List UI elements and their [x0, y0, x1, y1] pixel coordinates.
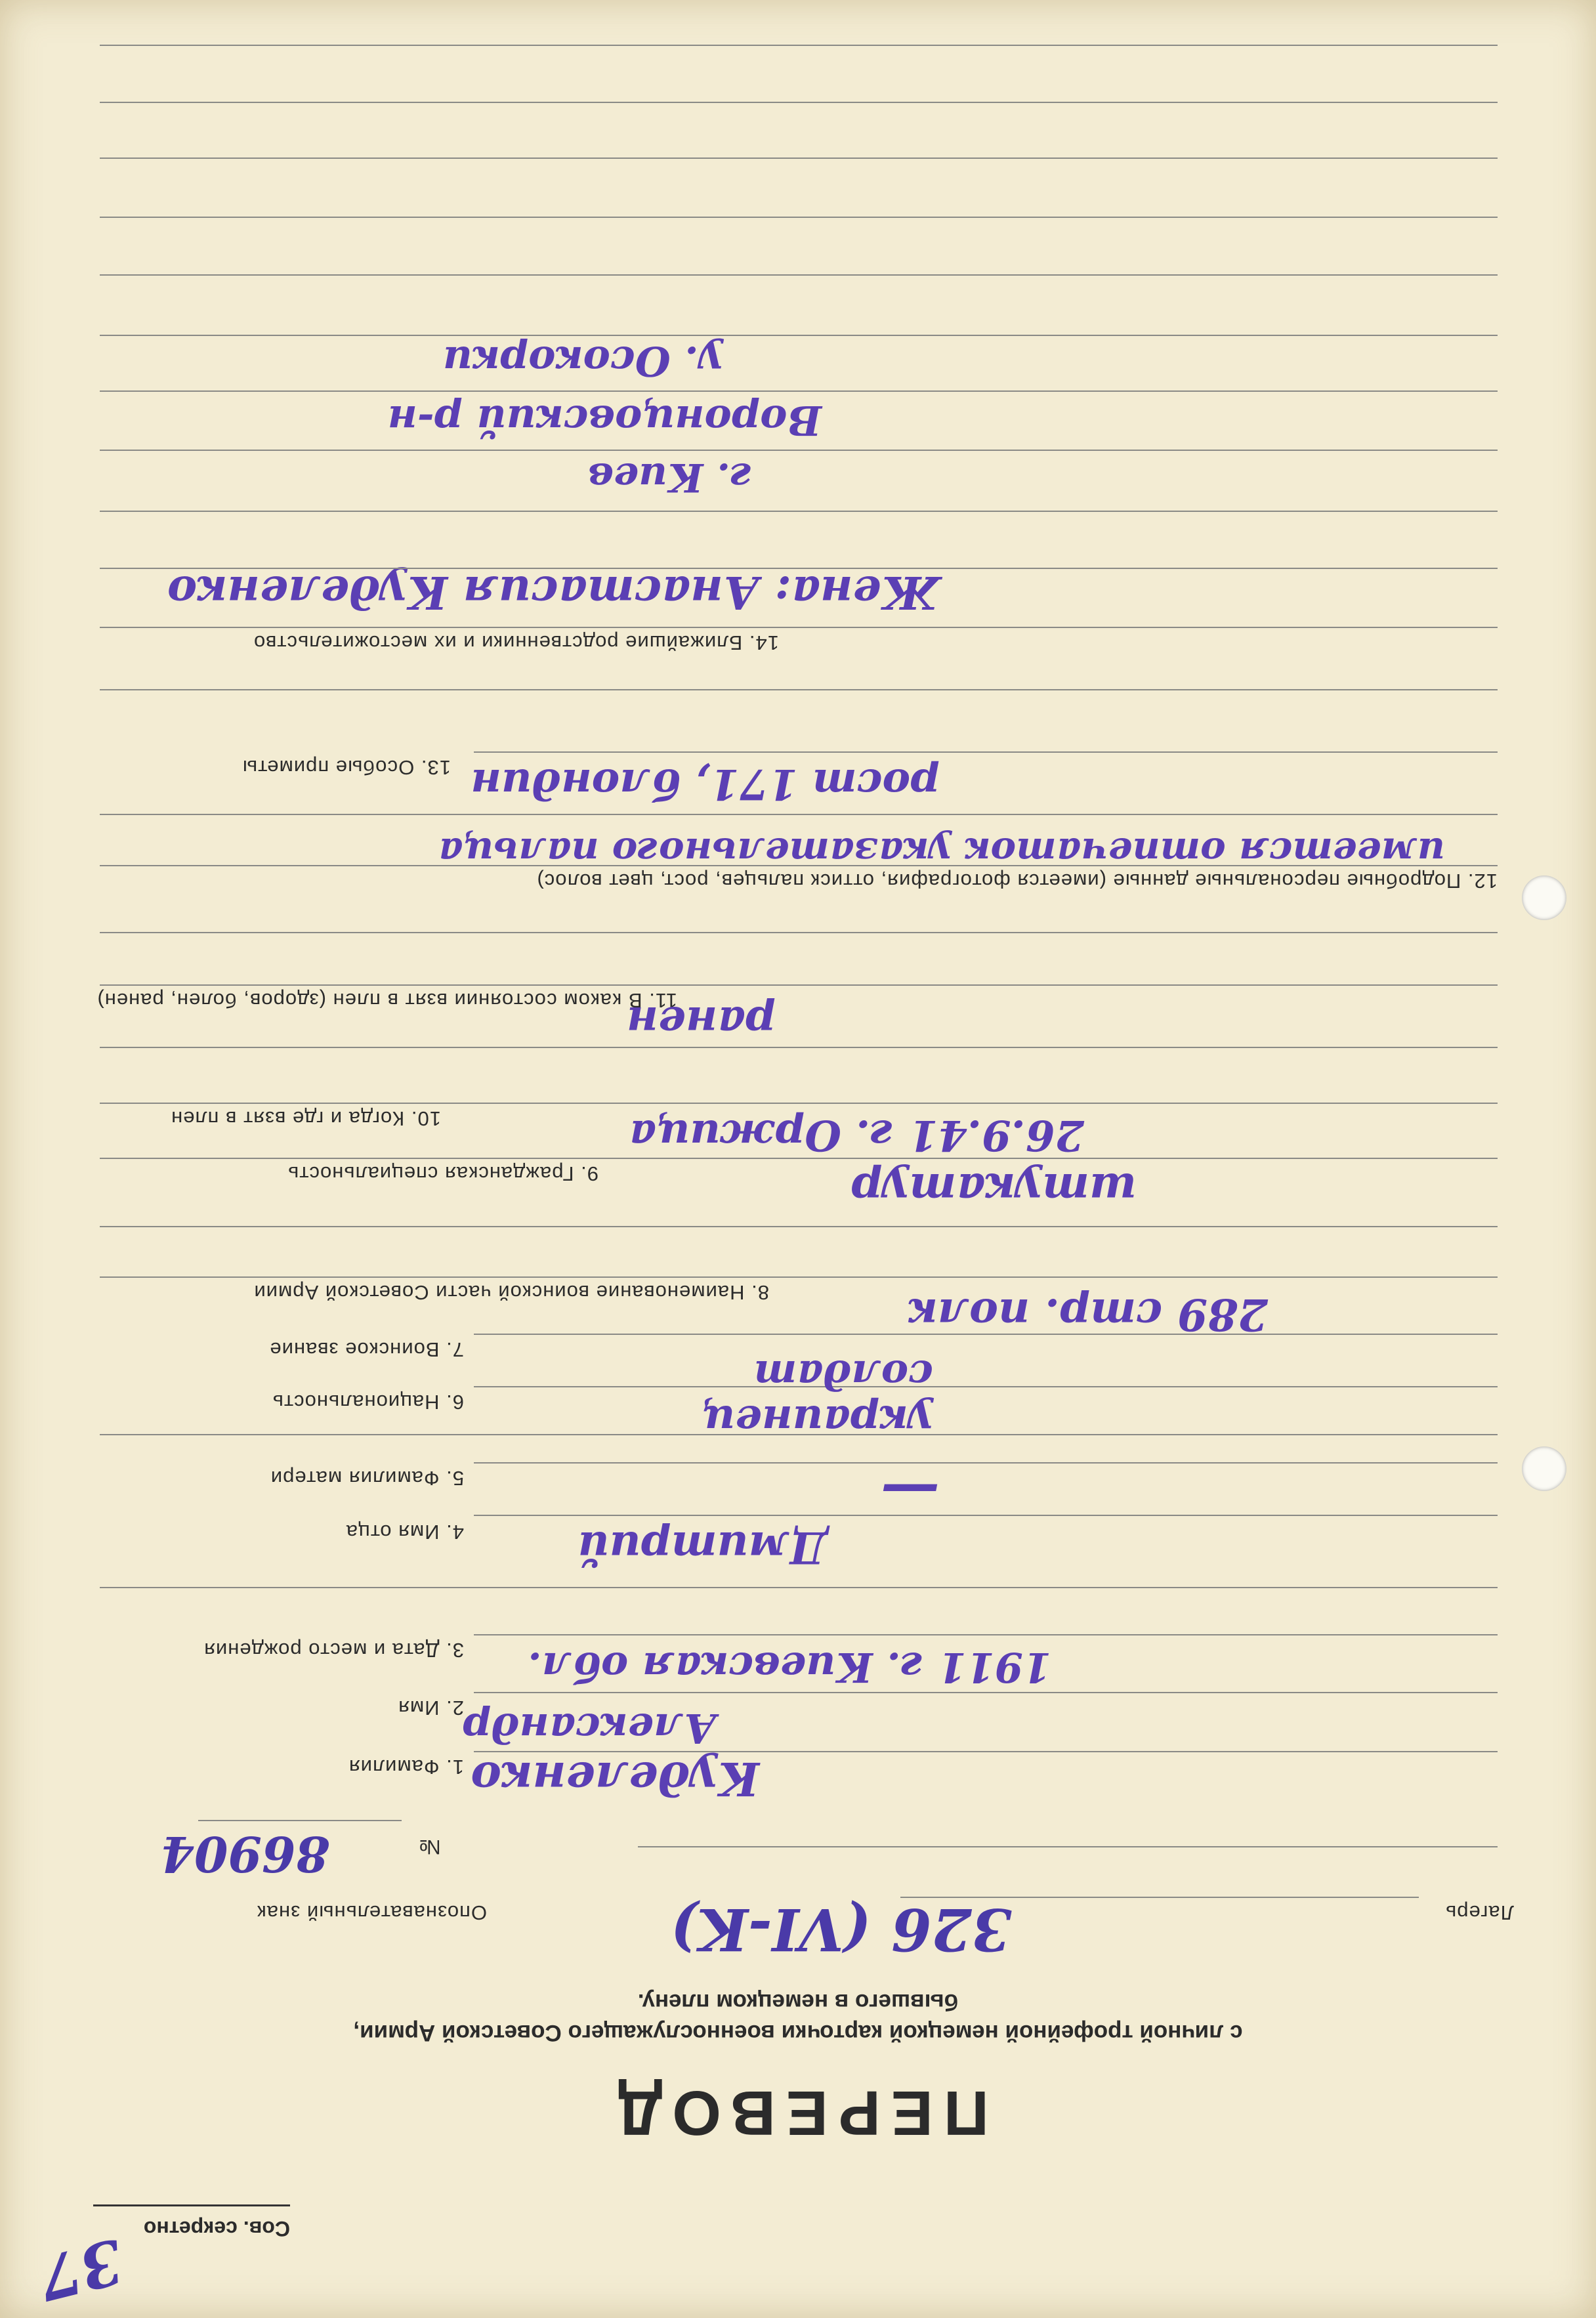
- field-4-line: [474, 1515, 1498, 1516]
- document-title: ПЕРЕВОД: [607, 2078, 989, 2148]
- id-number-line: [198, 1820, 402, 1821]
- relatives-rule-10: [100, 45, 1498, 46]
- classification-underline: [93, 2204, 290, 2206]
- field-4-label: 4. Имя отца: [345, 1521, 464, 1544]
- field-8-value: 289 стр. полк: [908, 1289, 1268, 1340]
- blank-line-g: [100, 689, 1498, 690]
- field-14-label: 14. Ближайшие родственники и их местожительство: [253, 631, 779, 654]
- camp-line: [900, 1897, 1419, 1898]
- field-6-value: украинец: [701, 1396, 933, 1445]
- field-6-label: 6. Национальность: [272, 1391, 464, 1414]
- camp-value: 326 (VI-K): [670, 1895, 1012, 1964]
- punch-hole-lower: [1522, 875, 1566, 920]
- field-8-line: [100, 1276, 1498, 1278]
- classification-label: Сов. секретно: [143, 2217, 290, 2241]
- blank-line-c: [100, 1226, 1498, 1227]
- relatives-line-3: Воронцовский р-н: [387, 396, 822, 444]
- field-3-value: 1911 г. Киевская обл.: [528, 1643, 1051, 1691]
- field-13-label: 13. Особые приметы: [242, 756, 451, 779]
- archive-page-number: 37: [31, 2225, 131, 2314]
- field-12-line: [100, 865, 1498, 866]
- field-13-line: [474, 751, 1498, 753]
- field-11-label: 11. В каком состоянии взят в плен (здоров, болен, ранен): [96, 989, 677, 1012]
- relatives-line-1: Жена: Анастасия Куделенко: [167, 566, 940, 618]
- field-9-value: штукатур: [851, 1163, 1137, 1215]
- relatives-rule-4: [100, 390, 1498, 392]
- field-14-line: [100, 627, 1498, 628]
- relatives-rule-5: [100, 335, 1498, 336]
- field-2-value: Александр: [463, 1704, 717, 1752]
- relatives-rule-8: [100, 158, 1498, 159]
- relatives-line-4: у. Осокорки: [442, 337, 723, 385]
- blank-line-a: [100, 1587, 1498, 1588]
- relatives-rule-1: [100, 568, 1498, 569]
- relatives-rule-6: [100, 274, 1498, 276]
- document-subtitle-line1: с личной трофейной немецкой карточки военнослужащего Советской Армии,: [353, 2020, 1243, 2046]
- field-8-label: 8. Наименование воинской части Советской Армии: [253, 1281, 769, 1304]
- relatives-line-2: г. Киев: [587, 454, 753, 500]
- relatives-rule-2: [100, 511, 1498, 512]
- field-4-value: Дмитрий: [578, 1522, 828, 1573]
- camp-label: Лагерь: [1445, 1901, 1514, 1924]
- blank-line-f: [100, 814, 1498, 815]
- document-subtitle-line2: бывшего в немецком плену.: [637, 1989, 959, 2015]
- relatives-rule-3: [100, 450, 1498, 451]
- field-5-line: [474, 1462, 1498, 1464]
- field-3-line: [474, 1634, 1498, 1635]
- id-number-value: 86904: [160, 1825, 329, 1882]
- id-number-label: №: [418, 1836, 441, 1859]
- field-5-label: 5. Фамилия матери: [270, 1467, 464, 1490]
- field-3-label: 3. Дата и место рождения: [203, 1639, 464, 1662]
- field-6-line: [474, 1386, 1498, 1387]
- field-2-line: [474, 1692, 1498, 1693]
- field-2-label: 2. Имя: [398, 1696, 464, 1719]
- field-1-value: Куделенко: [471, 1752, 759, 1806]
- relatives-rule-7: [100, 217, 1498, 218]
- field-11-value: ранен: [626, 997, 776, 1048]
- field-13-value: рост 171, блондин: [471, 759, 940, 809]
- field-10-line: [100, 1103, 1498, 1104]
- id-mark-label: Опознавательный знак: [257, 1901, 487, 1924]
- field-7-label: 7. Воинское звание: [269, 1338, 464, 1361]
- field-9-label: 9. Гражданская специальность: [287, 1162, 598, 1185]
- blank-line-d: [100, 1047, 1498, 1048]
- blank-line-e: [100, 932, 1498, 933]
- id-mark-line: [638, 1846, 1498, 1847]
- field-10-label: 10. Когда и где взят в плен: [171, 1107, 441, 1130]
- field-7-value: солдат: [753, 1351, 933, 1399]
- field-11-line: [100, 984, 1498, 986]
- field-12-value: имеется отпечаток указательного пальца: [438, 830, 1445, 874]
- field-5-value: —: [881, 1458, 940, 1527]
- field-10-value: 26.9.41 г. Оржица: [629, 1110, 1084, 1160]
- field-12-label: 12. Подробные персональные данные (имеется фотография, оттиск пальцев, рост, цвет волос): [536, 870, 1498, 893]
- punch-hole-upper: [1522, 1446, 1566, 1491]
- field-1-label: 1. Фамилия: [348, 1756, 464, 1779]
- relatives-rule-9: [100, 102, 1498, 103]
